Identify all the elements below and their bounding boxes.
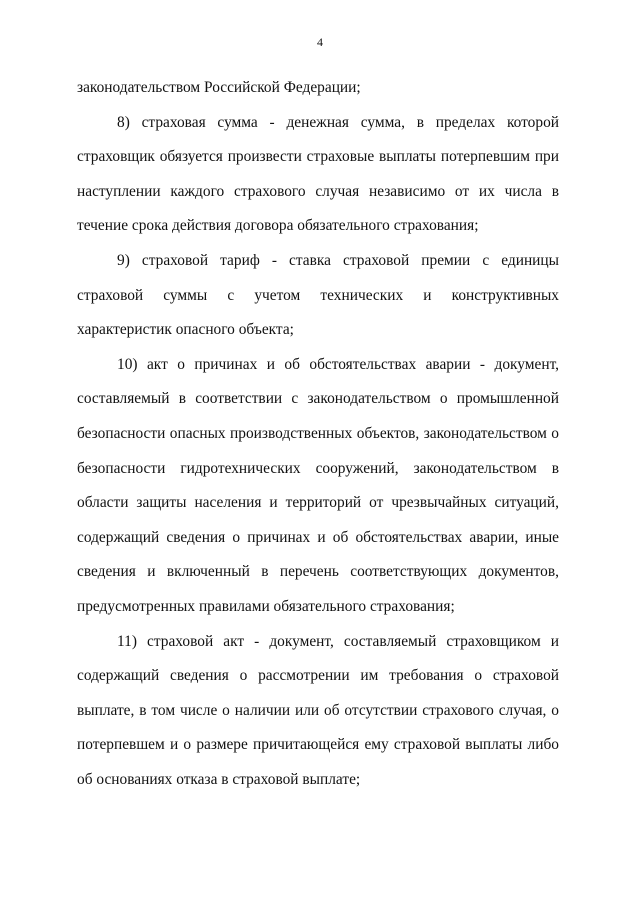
paragraph-item-11-insurance-act: 11) страховой акт - документ, составляемый страховщиком и содержащий сведения о рассмотрении им требования о страховой выплате, в том числе о наличии или об отсутствии страхового случая, о потерпевшем и о размере причитающейся ему страховой выплаты либо об основаниях отказа в страховой выплате; [77,632,559,788]
paragraph-continuation: законодательством Российской Федерации; [77,79,361,96]
paragraph-item-10-accident-act: 10) акт о причинах и об обстоятельствах аварии - документ, составляемый в соответствии с законодательством о промышленной безопасности опасных производственных объектов, законодательством о безопасности гидротехнических сооружений, законодательством в области защиты населения и территорий от чрезвычайных ситуаций, содержащий сведения о причинах и об обстоятельствах аварии, иные сведения и включенный в перечень соответствующих документов, предусмотренных правилами обязательного страхования; [77,355,559,615]
document-body [77,71,559,797]
page-number: 4 [317,35,323,49]
paragraph-item-8-insured-sum: 8) страховая сумма - денежная сумма, в пределах которой страховщик обязуется произвести страховые выплаты потерпевшим при наступлении каждого страхового случая независимо от их числа в течение срока действия договора обязательного страхования; [77,113,559,235]
paragraph-item-9-insurance-tariff: 9) страховой тариф - ставка страховой премии с единицы страховой суммы с учетом технических и конструктивных характеристик опасного объекта; [77,251,559,339]
